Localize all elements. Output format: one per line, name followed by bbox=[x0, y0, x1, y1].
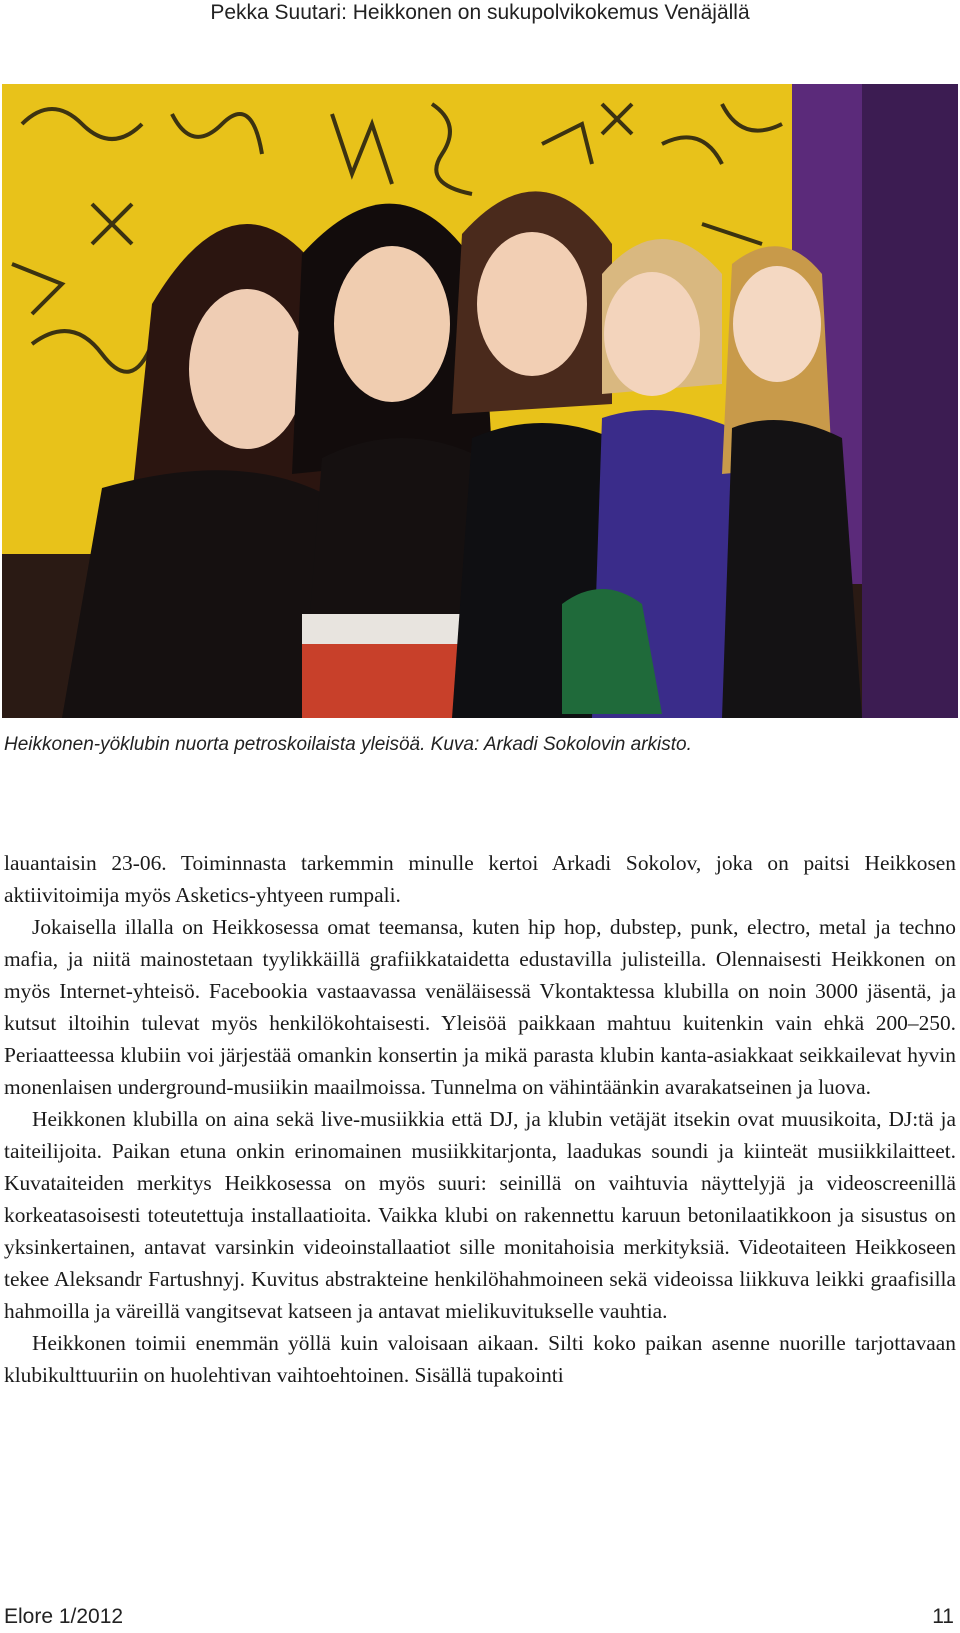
running-header: Pekka Suutari: Heikkonen on sukupolvikokemus Venäjällä bbox=[210, 1, 750, 24]
article-body bbox=[4, 847, 956, 1391]
photo-caption: Heikkonen-yöklubin nuorta petroskoilaista yleisöä. Kuva: Arkadi Sokolovin arkisto. bbox=[4, 734, 692, 755]
paragraph: Heikkonen klubilla on aina sekä live-musiikkia että DJ, ja klubin vetäjät itsekin ovat muusikoita, DJ:tä ja taiteilijoita. Paikan etuna onkin erinomainen musiikkitarjonta, laadukas soundi ja kiinteät musiikkilaitteet. Kuvataiteiden merkitys Heikkosessa on myös suuri: seinillä on vaihtuvia näyttelyjä ja videoscreenillä korkeatasoisesti toteutettuja installaatioita. Vaikka klubi on rakennettu karuun betonilaatikkoon ja sisustus on yksinkertainen, antavat varsinkin videoinstallaatiot sille monitahoisia merkityksiä. Videotaiteen Heikkoseen tekee Aleksandr Fartushnyj. Kuvitus abstrakteine henkilöhahmoineen sekä videoissa liikkuva leikki graafisilla hahmoilla ja väreillä vangitsevat katseen ja antavat mielikuvitukselle vauhtia. bbox=[4, 1107, 956, 1323]
footer-publication: Elore 1/2012 bbox=[4, 1605, 124, 1628]
crowd-photo-illustration bbox=[2, 84, 958, 718]
page-number: 11 bbox=[932, 1605, 954, 1628]
paragraph: Heikkonen toimii enemmän yöllä kuin valoisaan aikaan. Silti koko paikan asenne nuorille tarjottavaan klubikulttuuriin on huolehtivan vaihtoehtoinen. Sisällä tupakointi bbox=[4, 1331, 956, 1387]
event-photo bbox=[2, 84, 958, 718]
paragraph: Jokaisella illalla on Heikkosessa omat teemansa, kuten hip hop, dubstep, punk, electro, metal ja techno mafia, ja niitä mainostetaan tyylikkäillä grafiikkataidetta edustavilla julisteilla. Olennaisesti Heikkonen on myös Internet-yhteisö. Facebookia vastaavassa venäläisessä Vkontaktessa klubilla on noin 3000 jäsentä, ja kutsut iltoihin tulevat myös henkilökohtaisesti. Yleisöä paikkaan mahtuu kuitenkin vain ehkä 200–250. Periaatteessa klubiin voi järjestää omankin konsertin ja mikä parasta klubin kanta-asiakkaat seikkailevat hyvin monenlaisen underground-musiikin maailmoissa. Tunnelma on vähintäänkin avarakatseinen ja luova. bbox=[4, 915, 956, 1099]
paragraph: lauantaisin 23-06. Toiminnasta tarkemmin minulle kertoi Arkadi Sokolov, joka on paitsi Heikkosen aktiivitoimija myös Asketics-yhtyeen rumpali. bbox=[4, 851, 956, 907]
